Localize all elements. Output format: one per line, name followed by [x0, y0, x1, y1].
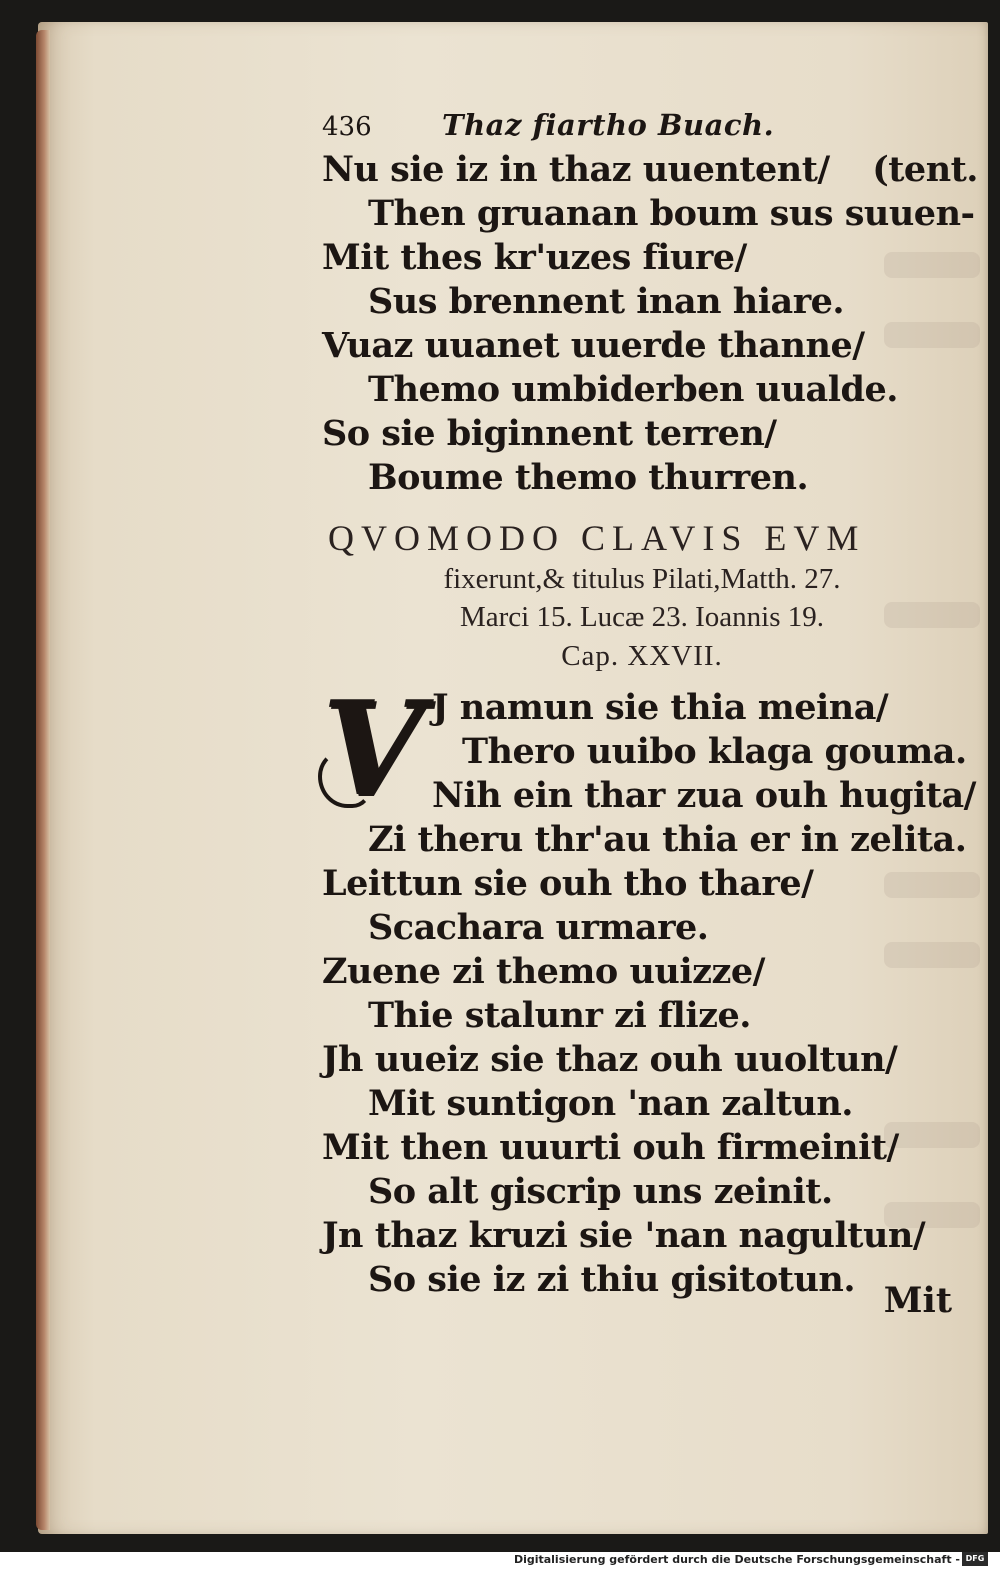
catchword: Mit — [883, 1280, 952, 1321]
verse-line: Mit suntigon 'nan zaltun. — [368, 1083, 853, 1124]
verse-line: Jh uueiz sie thaz ouh uuoltun/ — [322, 1039, 898, 1080]
running-head — [322, 108, 962, 148]
verse-line: Themo umbiderben uualde. — [368, 369, 898, 410]
verse-line: So sie iz zi thiu gisitotun. — [368, 1259, 856, 1300]
chapter-heading-line: fixerunt,& titulus Pilati,Matth. 27. — [443, 563, 841, 595]
verse-line: Nih ein thar zua ouh hugita/ — [432, 775, 976, 816]
running-title: Thaz fiartho Buach. — [442, 108, 775, 142]
verse-line: Mit thes kr'uzes fiure/ — [322, 237, 747, 278]
verse-line: Thie stalunr zi flize. — [368, 995, 751, 1036]
drop-cap-letter: V — [322, 672, 423, 825]
verse-line: Leittun sie ouh tho thare/ — [322, 863, 814, 904]
verse-line — [322, 148, 978, 192]
drop-cap-block — [322, 672, 976, 825]
chapter-heading-line: Marci 15. Lucæ 23. Ioannis 19. — [459, 601, 825, 633]
verse-line: So sie biginnent terren/ — [322, 413, 777, 454]
verse-line: Mit then uuurti ouh firmeinit/ — [322, 1127, 899, 1168]
verse-line: Zi theru thr'au thia er in zelita. — [368, 819, 967, 860]
verse-line: So alt giscrip uns zeinit. — [368, 1171, 833, 1212]
verse-line: Vuaz uuanet uuerde thanne/ — [322, 325, 865, 366]
verse-line: J namun sie thia meina/ — [432, 687, 889, 728]
verse-line: Scachara urmare. — [368, 907, 709, 948]
verse-line: Jn thaz kruzi sie 'nan nagultun/ — [322, 1215, 926, 1256]
chapter-heading — [322, 516, 962, 676]
verse-line: Sus brennent inan hiare. — [368, 281, 845, 322]
page-edge — [36, 30, 50, 1530]
verse-line: Boume themo thurren. — [368, 457, 809, 498]
verse-block-bottom — [322, 818, 967, 1302]
verse-text: Nu sie iz in thaz uuentent/ — [322, 149, 830, 190]
verse-line: Zuene zi themo uuizze/ — [322, 951, 765, 992]
drop-cap-initial — [322, 672, 432, 825]
verse-line: Thero uuibo klaga gouma. — [462, 731, 967, 772]
dfg-logo: DFG — [962, 1552, 988, 1566]
chapter-number: Cap. XXVII. — [561, 640, 723, 672]
chapter-heading-line: QVOMODO CLAVIS EVM — [328, 518, 866, 558]
verse-block-top — [322, 148, 978, 500]
page-text — [322, 108, 978, 1302]
verse-line: Then gruanan boum sus suuen- — [368, 193, 975, 234]
verse-overrun: (tent. — [872, 149, 978, 190]
footer-credit: Digitalisierung gefördert durch die Deutsche Forschungsgemeinschaft - — [513, 1553, 960, 1566]
page-number: 436 — [322, 112, 372, 142]
